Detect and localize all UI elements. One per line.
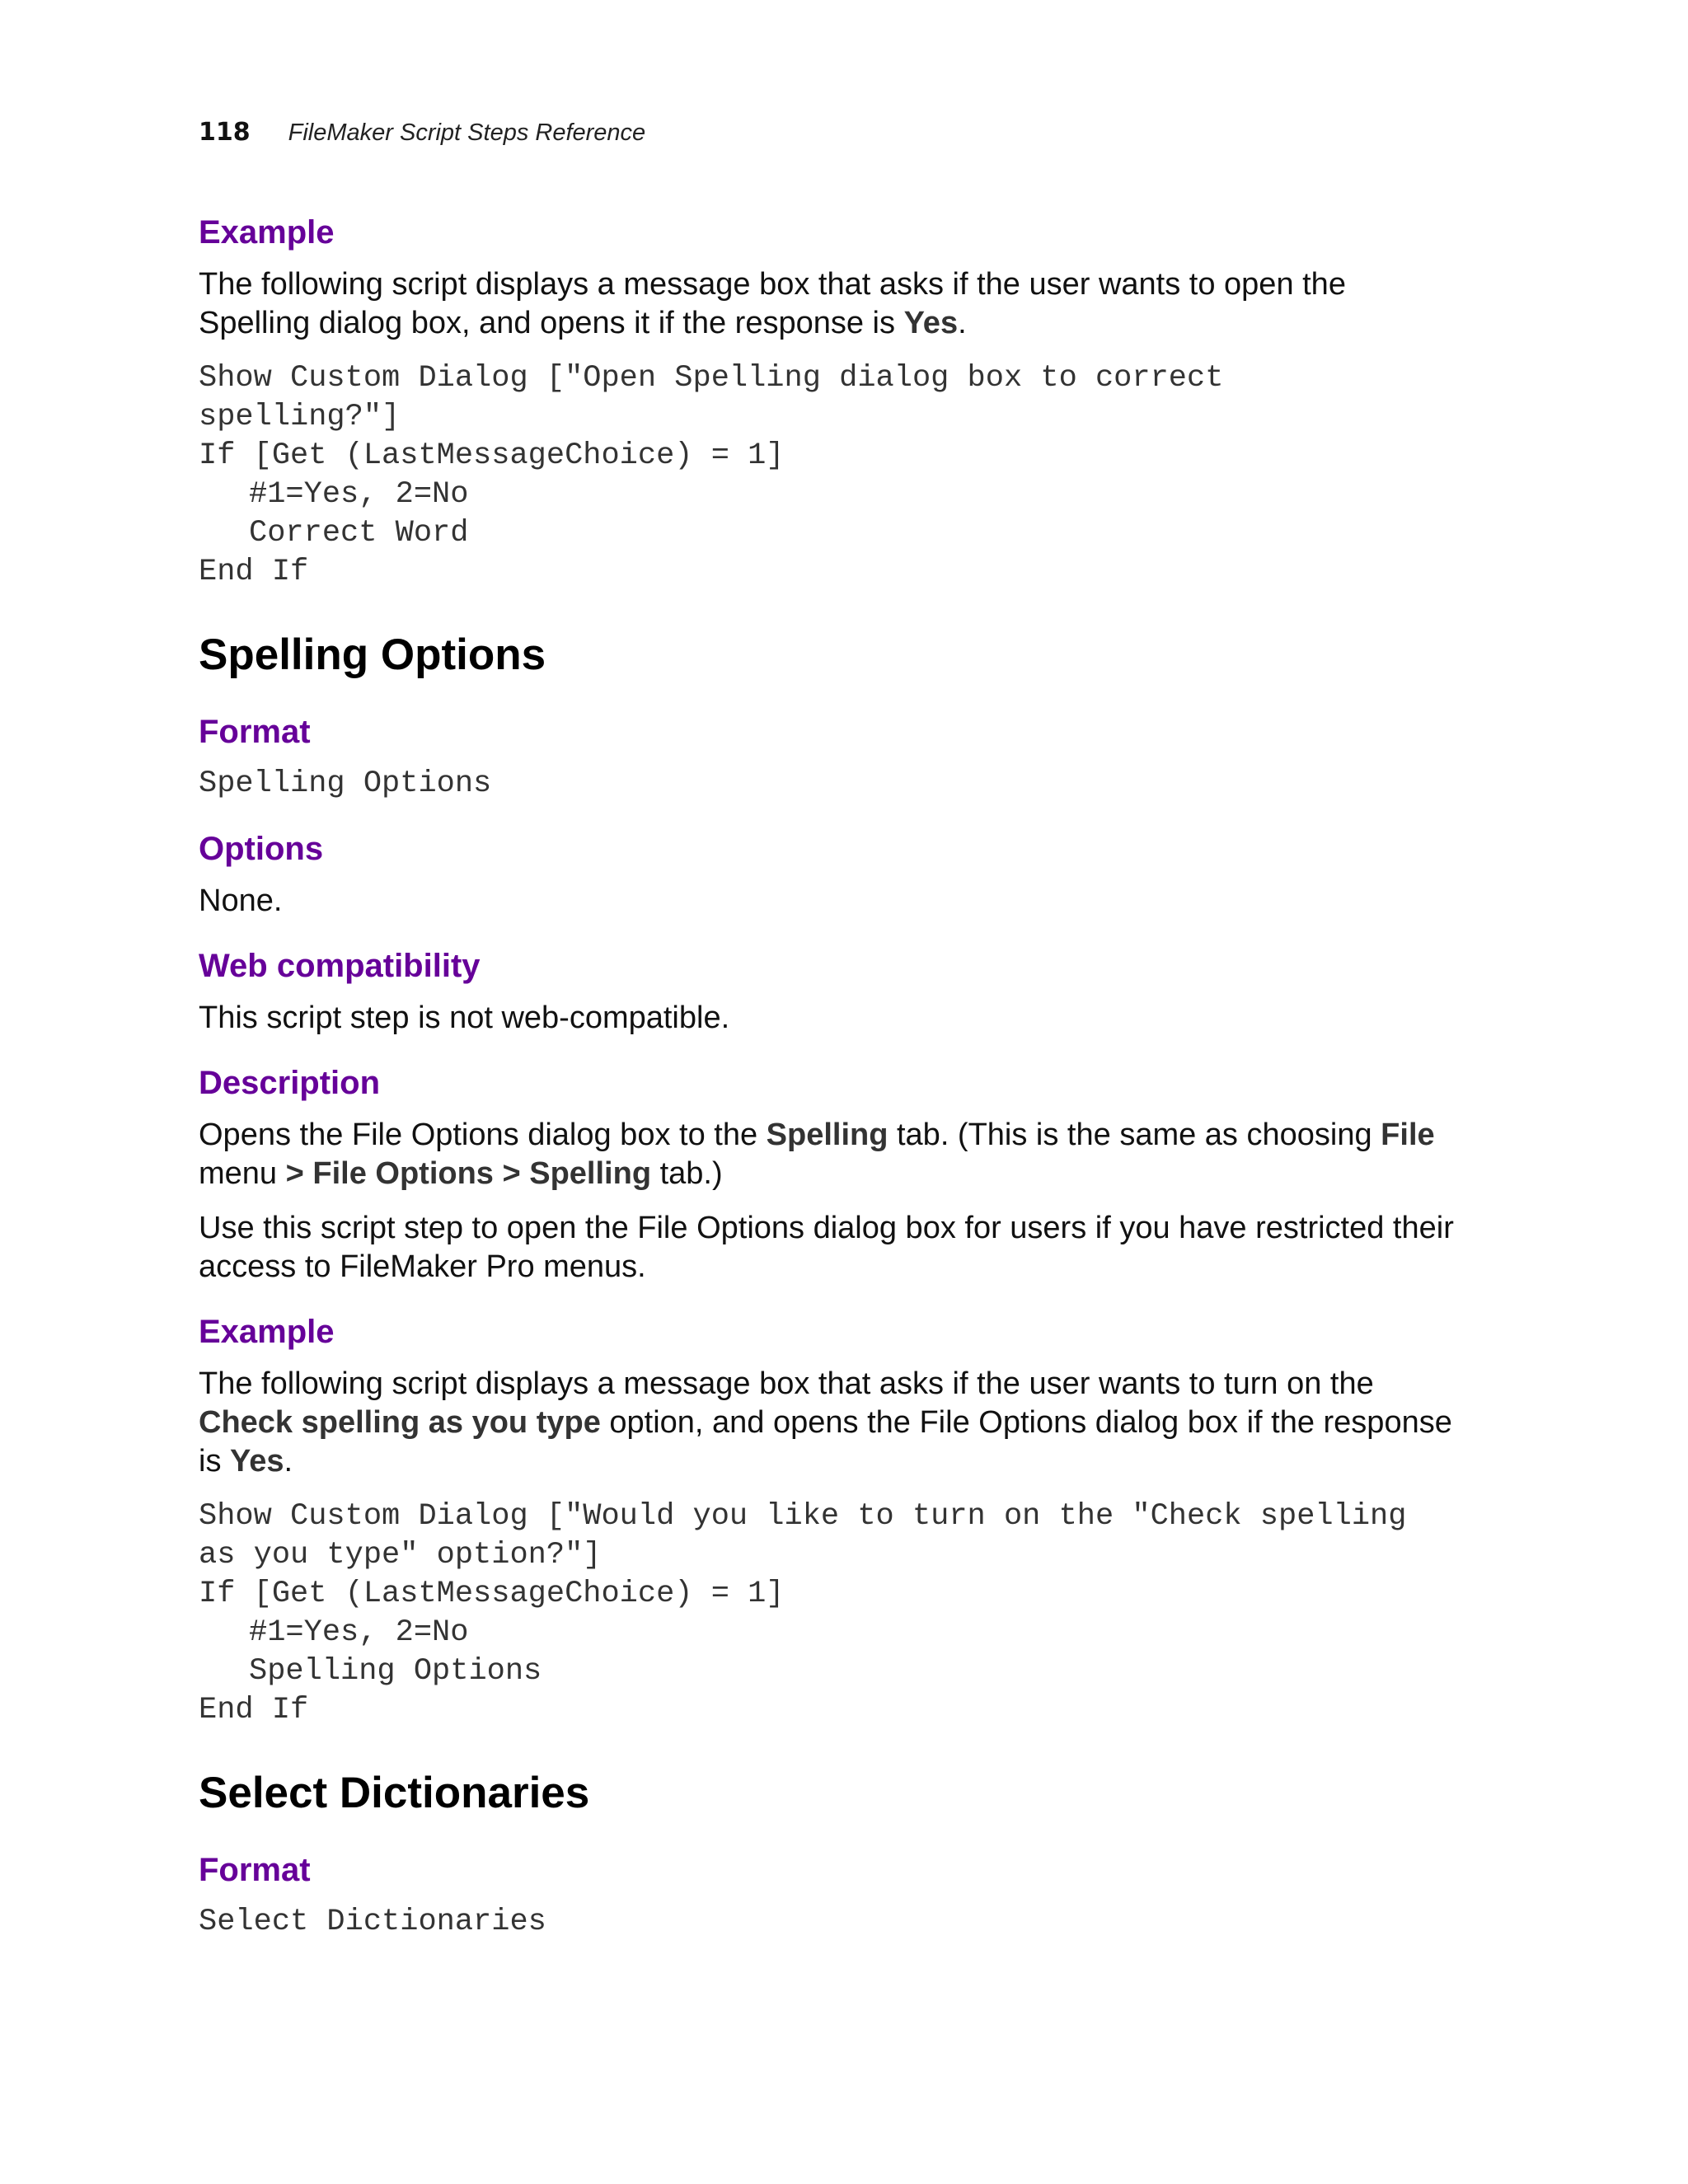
code-line: Spelling Options	[249, 1654, 542, 1689]
description-heading: Description	[199, 1065, 381, 1101]
book-title: FileMaker Script Steps Reference	[288, 120, 646, 146]
yes-term: Yes	[903, 306, 959, 340]
yes-term: Yes	[230, 1444, 284, 1479]
code-line: If [Get (LastMessageChoice) = 1]	[199, 1577, 785, 1611]
example-heading: Example	[199, 214, 335, 251]
example-intro-period: .	[284, 1444, 293, 1479]
example-code-block	[199, 359, 1493, 592]
running-header	[199, 115, 645, 149]
description-para-1	[199, 1116, 1493, 1193]
description-text: Opens the File Options dialog box to the	[199, 1118, 767, 1152]
format-code	[199, 765, 1493, 804]
code-line: #1=Yes, 2=No	[249, 477, 469, 512]
code-line: Select Dictionaries	[199, 1905, 546, 1939]
select-dictionaries-title: Select Dictionaries	[199, 1769, 590, 1817]
spelling-term: Spelling	[766, 1118, 889, 1152]
menu-path-term: > File Options > Spelling	[285, 1156, 652, 1191]
format-heading: Format	[199, 714, 311, 750]
code-line: Correct Word	[249, 516, 469, 551]
web-compatibility-heading: Web compatibility	[199, 948, 481, 984]
code-line: End If	[199, 555, 309, 589]
example-intro-period: .	[958, 306, 967, 340]
file-menu-term: File	[1381, 1118, 1435, 1152]
format-heading: Format	[199, 1852, 311, 1888]
example-code-block	[199, 1497, 1493, 1730]
code-line: If [Get (LastMessageChoice) = 1]	[199, 438, 785, 473]
code-line: Show Custom Dialog ["Would you like to turn on the "Check spelling	[199, 1499, 1407, 1534]
page-content	[199, 209, 1493, 1942]
example-intro	[199, 265, 1493, 343]
page-number: 118	[199, 118, 251, 147]
check-spelling-term: Check spelling as you type	[199, 1405, 601, 1440]
format-code	[199, 1903, 1493, 1942]
code-line: End If	[199, 1693, 309, 1727]
example-intro-line2: option, and opens the File Options dialog box if the response	[600, 1405, 1452, 1440]
description-text: access to FileMaker Pro menus.	[199, 1249, 646, 1284]
code-line: Show Custom Dialog ["Open Spelling dialog box to correct	[199, 361, 1224, 396]
example-intro-line1: The following script displays a message box that asks if the user wants to open the	[199, 267, 1346, 302]
example-intro-line3: is	[199, 1444, 230, 1479]
spelling-options-title: Spelling Options	[199, 630, 546, 679]
example-heading: Example	[199, 1314, 335, 1350]
description-text: tab.)	[651, 1156, 723, 1191]
example-intro-line2: Spelling dialog box, and opens it if the response is	[199, 306, 904, 340]
description-text: Use this script step to open the File Options dialog box for users if you have restricted their	[199, 1211, 1454, 1245]
code-line: Spelling Options	[199, 766, 492, 801]
example-intro-line1: The following script displays a message box that asks if the user wants to turn on the	[199, 1366, 1374, 1401]
options-heading: Options	[199, 831, 324, 867]
code-line: as you type" option?"]	[199, 1538, 602, 1572]
description-text: tab. (This is the same as choosing	[888, 1118, 1381, 1152]
example-intro	[199, 1365, 1493, 1481]
web-compatibility-text: This script step is not web-compatible.	[199, 1001, 730, 1035]
code-line: spelling?"]	[199, 400, 401, 434]
options-text: None.	[199, 883, 283, 918]
description-text: menu	[199, 1156, 286, 1191]
description-para-2	[199, 1209, 1493, 1286]
code-line: #1=Yes, 2=No	[249, 1615, 469, 1650]
